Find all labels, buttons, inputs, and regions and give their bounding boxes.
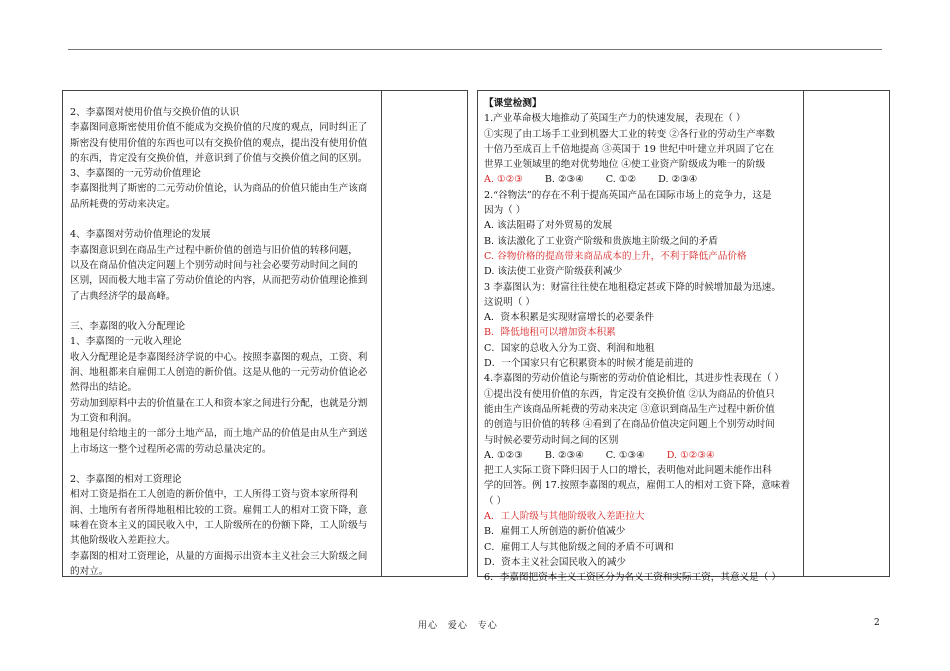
text-line: （ ） bbox=[484, 495, 507, 507]
text-line: 地租是付给地主的一部分土地产品，而土地产品的价值是由从生产到送 bbox=[70, 428, 368, 440]
text-line: 4、李嘉图对劳动价值理论的发展 bbox=[70, 229, 211, 241]
text-line: A．工人阶级与其他阶级收入差距拉大 bbox=[484, 511, 645, 523]
text-line: 李嘉图的相对工资理论，从量的方面揭示出资本主义社会三大阶级之间 bbox=[70, 550, 368, 562]
text-line: 能由生产该商品所耗费的劳动来决定 ③意识到商品生产过程中新价值 bbox=[484, 403, 775, 415]
text-line: C．雇佣工人与其他阶级之间的矛盾不可调和 bbox=[484, 541, 674, 553]
text-line: 三、李嘉图的收入分配理论 bbox=[70, 321, 186, 333]
right-column-text bbox=[484, 96, 790, 586]
text-line: 李嘉图意识到在商品生产过程中新价值的创造与旧价值的转移问题， bbox=[70, 244, 358, 256]
text-line bbox=[70, 212, 367, 227]
text-line: 3、李嘉图的一元劳动价值理论 bbox=[70, 168, 201, 180]
text-line: D．资本主义社会国民收入的减少 bbox=[484, 556, 627, 568]
text-line: A. 该法阻碍了对外贸易的发展 bbox=[484, 220, 613, 232]
text-line bbox=[70, 457, 367, 472]
text-line bbox=[70, 304, 367, 319]
answer-option: C. ①③④ bbox=[605, 449, 645, 461]
text-line: 把工人实际工资下降归因于人口的增长，表明他对此问题未能作出科 bbox=[484, 465, 772, 477]
answer-option: D. ①②③④ bbox=[666, 449, 715, 461]
text-line: 了古典经济学的最高峰。 bbox=[70, 290, 176, 302]
text-line: ①实现了由工场手工业到机器大工业的转变 ②各行业的劳动生产率数 bbox=[484, 128, 775, 140]
text-line: ①提出没有使用价值的东西，肯定没有交换价值 ②认为商品的价值只 bbox=[484, 388, 775, 400]
text-line: 学的回答。例 17.按照李嘉图的观点，雇佣工人的相对工资下降，意味着 bbox=[484, 480, 791, 492]
q5-q6-block bbox=[484, 463, 790, 585]
page-number: 2 bbox=[874, 618, 880, 628]
text-line: 世界工业领域里的绝对优势地位 ④使工业资产阶级成为唯一的阶级 bbox=[484, 159, 766, 171]
text-line: 相对工资是指在工人创造的新价值中，工人所得工资与资本家所得利 bbox=[70, 489, 358, 501]
text-line: C．国家的总收入分为工资、利润和地租 bbox=[484, 342, 655, 354]
text-line: D．一个国家只有它积累资本的时候才能是前进的 bbox=[484, 358, 694, 370]
answer-option: B. ②③④ bbox=[544, 449, 584, 461]
text-line: 十倍乃至成百上千倍地提高 ③英国于 19 世纪中叶建立并巩固了它在 bbox=[484, 143, 774, 155]
text-line: 然得出的结论。 bbox=[70, 382, 138, 394]
text-line: 润、土地所有者所得地租相比较的工资。雇佣工人的相对工资下降，意 bbox=[70, 504, 368, 516]
text-line: C. 谷物价格的提高带来商品成本的上升，不利于降低产品价格 bbox=[484, 250, 747, 262]
text-line: 区别，因而极大地丰富了劳动价值论的内容，从而把劳动价值理论推到 bbox=[70, 275, 368, 287]
text-line: 4.李嘉图的劳动价值论与斯密的劳动价值论相比，其进步性表现在（ ） bbox=[484, 373, 785, 385]
text-line: B．雇佣工人所创造的新价值减少 bbox=[484, 526, 626, 538]
text-line: B. 该法激化了工业资产阶级和贵族地主阶级之间的矛盾 bbox=[484, 235, 718, 247]
text-line: 的东西，肯定没有交换价值，并意识到了价值与交换价值之间的区别。 bbox=[70, 152, 368, 164]
text-line: 润、地租都来自雇佣工人创造的新价值。这是从他的一元劳动价值论必 bbox=[70, 367, 368, 379]
quiz-heading: 【课堂检测】 bbox=[484, 98, 542, 109]
text-line: 的创造与旧价值的转移 ④看到了在商品价值决定问题上个别劳动时间 bbox=[484, 419, 775, 431]
text-line: 为工资和利润。 bbox=[70, 412, 138, 424]
text-line: 味着在资本主义的国民收入中，工人阶级所在的份额下降，工人阶级与 bbox=[70, 520, 368, 532]
answer-option: B. ②③④ bbox=[544, 174, 584, 186]
header-rule bbox=[68, 49, 882, 50]
q1-block bbox=[484, 111, 790, 172]
text-line: 2、李嘉图的相对工资理论 bbox=[70, 474, 182, 486]
text-line: 李嘉图批判了斯密的二元劳动价值论，认为商品的价值只能由生产该商 bbox=[70, 183, 368, 195]
text-line: 斯密没有使用价值的东西也可以有交换价值的观点，提出没有使用价值 bbox=[70, 137, 368, 149]
answer-option: D. ②③④ bbox=[658, 174, 698, 186]
text-line: 李嘉图同意斯密使用价值不能成为交换价值的尺度的观点，同时纠正了 bbox=[70, 122, 368, 134]
text-line: 2、李嘉图对使用价值与交换价值的认识 bbox=[70, 107, 240, 118]
answer-option: A. ①②③ bbox=[484, 174, 523, 186]
text-line: 2.“谷物法”的存在不利于提高英国产品在国际市场上的竞争力，这是 bbox=[484, 189, 772, 201]
text-line: 劳动加到原料中去的价值量在工人和资本家之间进行分配，也就是分割 bbox=[70, 397, 368, 409]
text-line: 1.产业革命极大地推动了英国生产力的快速发展，表现在（ ） bbox=[484, 113, 746, 125]
text-line: 1、李嘉图的一元收入理论 bbox=[70, 336, 182, 348]
text-line: 因为（ ） bbox=[484, 205, 526, 217]
text-line: 3 李嘉图认为：财富往往使在地租稳定甚或下降的时候增加最为迅速。 bbox=[484, 281, 781, 293]
footer-motto: 用心 爱心 专心 bbox=[418, 621, 498, 631]
text-line: 6．李嘉图把资本主义工资区分为名义工资和实际工资，其意义是（ ） bbox=[484, 572, 781, 584]
text-line: 其他阶级收入差距拉大。 bbox=[70, 535, 176, 547]
left-column-text bbox=[70, 105, 367, 579]
text-line: 收入分配理论是李嘉图经济学说的中心。按照李嘉图的观点，工资、利 bbox=[70, 351, 368, 363]
text-line: B．降低地租可以增加资本积累 bbox=[484, 327, 616, 339]
text-line: 这说明（ ） bbox=[484, 296, 536, 308]
q2-q4-block bbox=[484, 188, 790, 448]
answer-option: C. ①② bbox=[605, 174, 637, 186]
text-line: 品所耗费的劳动来决定。 bbox=[70, 198, 176, 210]
text-line: A．资本积累是实现财富增长的必要条件 bbox=[484, 312, 655, 324]
answer-option: A. ①②③ bbox=[484, 449, 523, 461]
q1-options bbox=[484, 172, 790, 187]
text-line: 与时候必要劳动时间之间的区别 bbox=[484, 434, 619, 446]
text-line: 上市场这一整个过程所必需的劳动总量决定的。 bbox=[70, 443, 272, 455]
text-line: D. 该法使工业资产阶级获利减少 bbox=[484, 266, 623, 278]
text-line: 以及在商品价值决定问题上个别劳动时间与社会必要劳动时间之间的 bbox=[70, 259, 358, 271]
text-line: 的对立。 bbox=[70, 565, 109, 577]
q4-options bbox=[484, 448, 790, 463]
